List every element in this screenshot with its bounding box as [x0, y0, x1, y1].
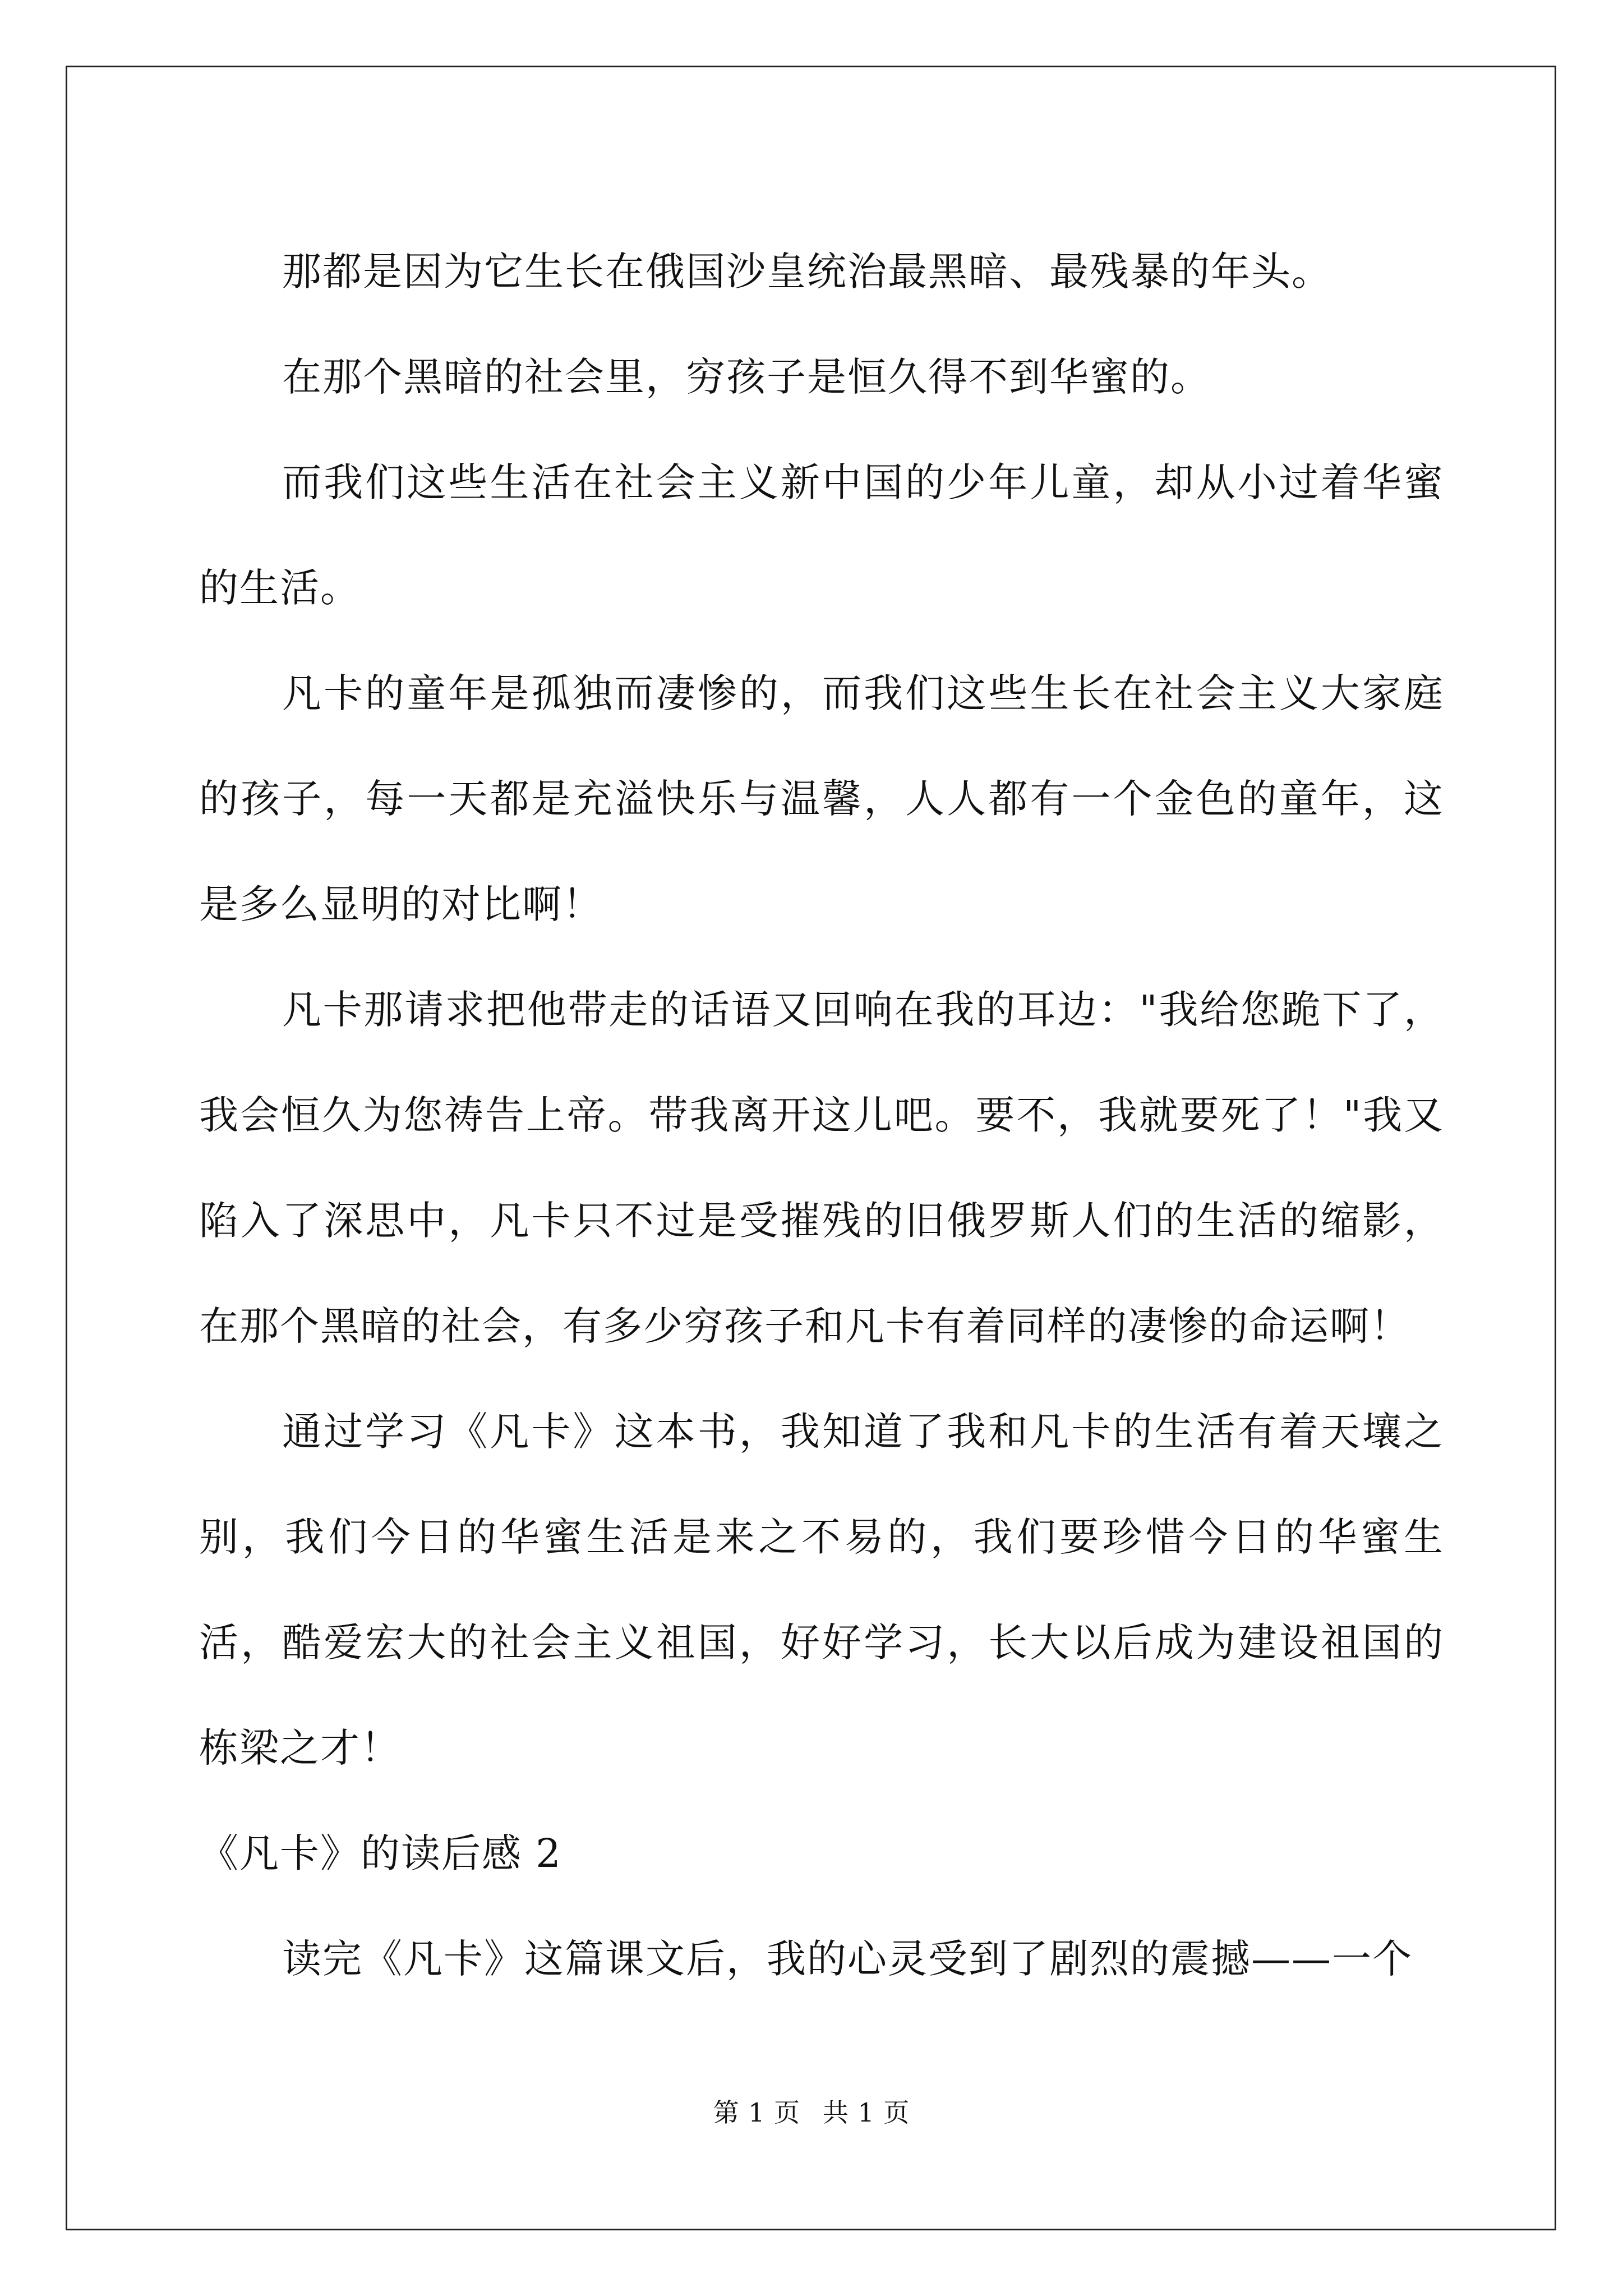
paragraph: 通过学习《凡卡》这本书，我知道了我和凡卡的生活有着天壤之别，我们今日的华蜜生活是来之不易的，我们要珍惜今日的华蜜生活，酷爱宏大的社会主义祖国，好好学习，长大以后成为建设祖国的栋梁之才！ [199, 1409, 1444, 1771]
paragraph: 凡卡的童年是孤独而凄惨的，而我们这些生长在社会主义大家庭的孩子，每一天都是充溢快乐与温馨，人人都有一个金色的童年，这是多么显明的对比啊！ [199, 670, 1444, 927]
page-footer [0, 2092, 1623, 2129]
paragraph: 凡卡那请求把他带走的话语又回响在我的耳边："我给您跪下了，我会恒久为您祷告上帝。带我离开这儿吧。要不，我就要死了！"我又陷入了深思中，凡卡只不过是受摧残的旧俄罗斯人们的生活的缩影，在那个黑暗的社会，有多少穷孩子和凡卡有着同样的凄惨的命运啊！ [199, 987, 1444, 1349]
paragraph: 在那个黑暗的社会里，穷孩子是恒久得不到华蜜的。 [282, 354, 1211, 400]
paragraph: 那都是因为它生长在俄国沙皇统治最黑暗、最残暴的年头。 [282, 249, 1332, 295]
page-number-current: 第 1 页 [713, 2097, 801, 2128]
document-body [199, 219, 1444, 2012]
section-heading: 《凡卡》的读后感 2 [199, 1830, 562, 1876]
paragraph: 而我们这些生活在社会主义新中国的少年儿童，却从小过着华蜜的生活。 [199, 459, 1444, 611]
paragraph: 读完《凡卡》这篇课文后，我的心灵受到了剧烈的震撼——一个 [282, 1936, 1413, 1982]
page-number-total: 共 1 页 [822, 2097, 910, 2128]
